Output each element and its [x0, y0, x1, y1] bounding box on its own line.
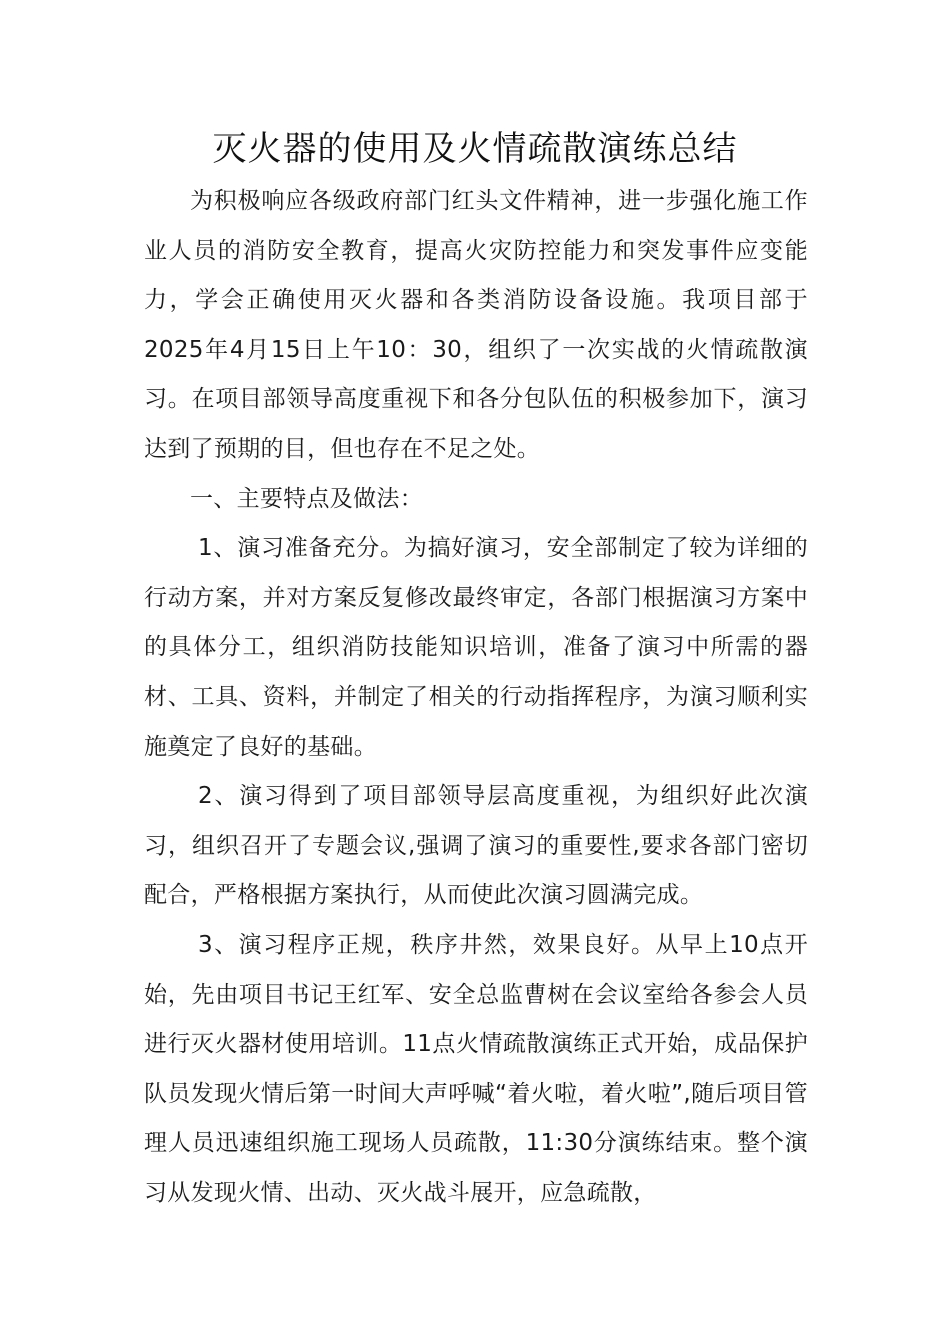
list-item: 2、演习得到了项目部领导层高度重视，为组织好此次演习，组织召开了专题会议,强调了演习的重要性,要求各部门密切配合，严格根据方案执行，从而使此次演习圆满完成。 [144, 783, 808, 909]
section-heading: 一、主要特点及做法： [190, 485, 423, 512]
document-title: 灭火器的使用及火情疏散演练总结 [212, 129, 738, 169]
intro-paragraph: 为积极响应各级政府部门红头文件精神，进一步强化施工作业人员的消防安全教育，提高火灾防控能力和突发事件应变能力，学会正确使用灭火器和各类消防设备设施。我项目部于2025年4月15日上午10：30，组织了一次实战的火情疏散演习。在项目部领导高度重视下和各分包队伍的积极参加下，演习达到了预期的目，但也存在不足之处。 [144, 188, 808, 462]
list-item: 3、演习程序正规，秩序井然，效果良好。从早上10点开始，先由项目书记王红军、安全总监曹树在会议室给各参会人员进行灭火器材使用培训。11点火情疏散演练正式开始，成品保护队员发现火情后第一时间大声呼喊“着火啦，着火啦”,随后项目管理人员迅速组织施工现场人员疏散，11:30分演练结束。整个演习从发现火情、出动、灭火战斗展开，应急疏散， [144, 931, 808, 1206]
document-body [144, 177, 808, 1218]
list-item: 1、演习准备充分。为搞好演习，安全部制定了较为详细的行动方案，并对方案反复修改最终审定，各部门根据演习方案中的具体分工，组织消防技能知识培训，准备了演习中所需的器材、工具、资料，并制定了相关的行动指挥程序，为演习顺利实施奠定了良好的基础。 [144, 535, 808, 760]
